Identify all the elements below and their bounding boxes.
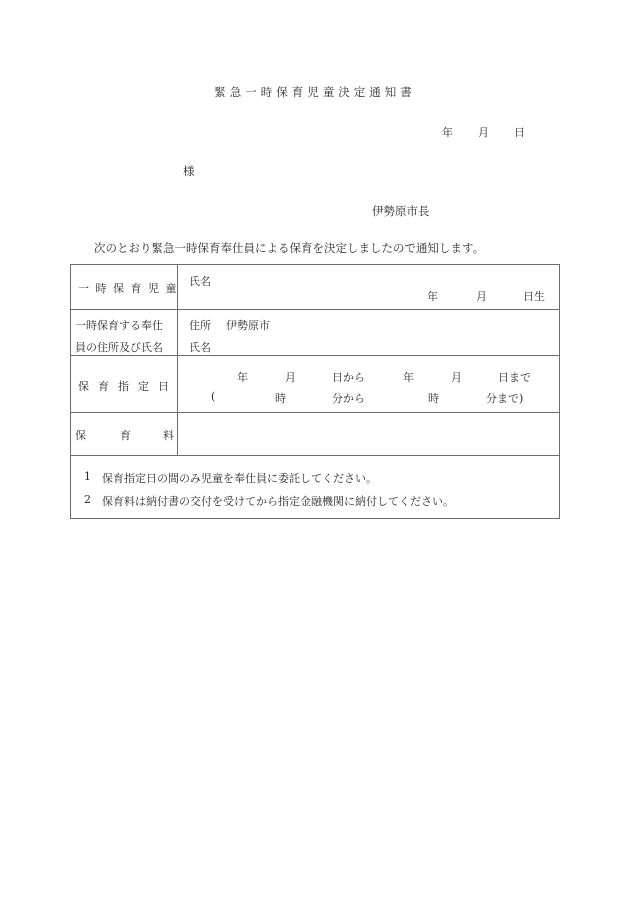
note-text-1: 保育指定日の間のみ児童を奉仕員に委託してください。: [102, 472, 377, 485]
row-divider: [71, 309, 559, 310]
date-year-label: 年: [442, 126, 453, 139]
child-birth-year-label: 年: [427, 290, 438, 303]
note-number-1: 1: [84, 470, 91, 483]
designated-date-row-label: 保育指定日: [78, 380, 178, 393]
volunteer-address-value: 伊勢原市: [226, 319, 270, 332]
row-divider: [71, 355, 559, 356]
from-month-label: 月: [285, 371, 296, 384]
fee-label-char-1: 保: [75, 429, 86, 442]
child-birth-day-label: 日生: [523, 290, 545, 303]
volunteer-row-label-line1: 一時保育する奉仕: [75, 319, 163, 332]
addressee-suffix: 様: [183, 164, 195, 178]
from-day-label: 日から: [332, 371, 365, 384]
from-year-label: 年: [237, 371, 248, 384]
volunteer-name-label: 氏名: [189, 341, 211, 354]
to-year-label: 年: [403, 371, 414, 384]
child-name-label: 氏名: [189, 275, 211, 288]
date-month-label: 月: [478, 126, 489, 139]
time-open-paren: (: [211, 390, 216, 403]
row-divider: [71, 412, 559, 413]
date-day-label: 日: [514, 126, 525, 139]
row-divider: [71, 455, 559, 456]
from-hour-label: 時: [275, 392, 286, 405]
from-minute-label: 分から: [332, 392, 365, 405]
intro-text: 次のとおり緊急一時保育奉仕員による保育を決定しましたので通知します。: [94, 241, 485, 255]
fee-label-char-2: 育: [120, 429, 131, 442]
to-day-label: 日まで: [498, 371, 531, 384]
notice-form-table: [70, 264, 560, 519]
volunteer-address-label: 住所: [189, 319, 211, 332]
child-birth-month-label: 月: [476, 290, 487, 303]
note-number-2: 2: [84, 493, 91, 506]
issuer-name: 伊勢原市長: [372, 204, 430, 218]
document-title: 緊急一時保育児童決定通知書: [214, 85, 416, 99]
fee-label-char-3: 料: [163, 429, 174, 442]
volunteer-row-label-line2: 員の住所及び氏名: [75, 341, 163, 354]
to-minute-label: 分まで): [486, 392, 524, 405]
note-text-2: 保育料は納付書の交付を受けてから指定金融機関に納付してください。: [102, 495, 454, 508]
issue-date: [442, 124, 525, 140]
child-row-label: 一時保育児童: [78, 282, 183, 295]
to-month-label: 月: [451, 371, 462, 384]
to-hour-label: 時: [428, 392, 439, 405]
